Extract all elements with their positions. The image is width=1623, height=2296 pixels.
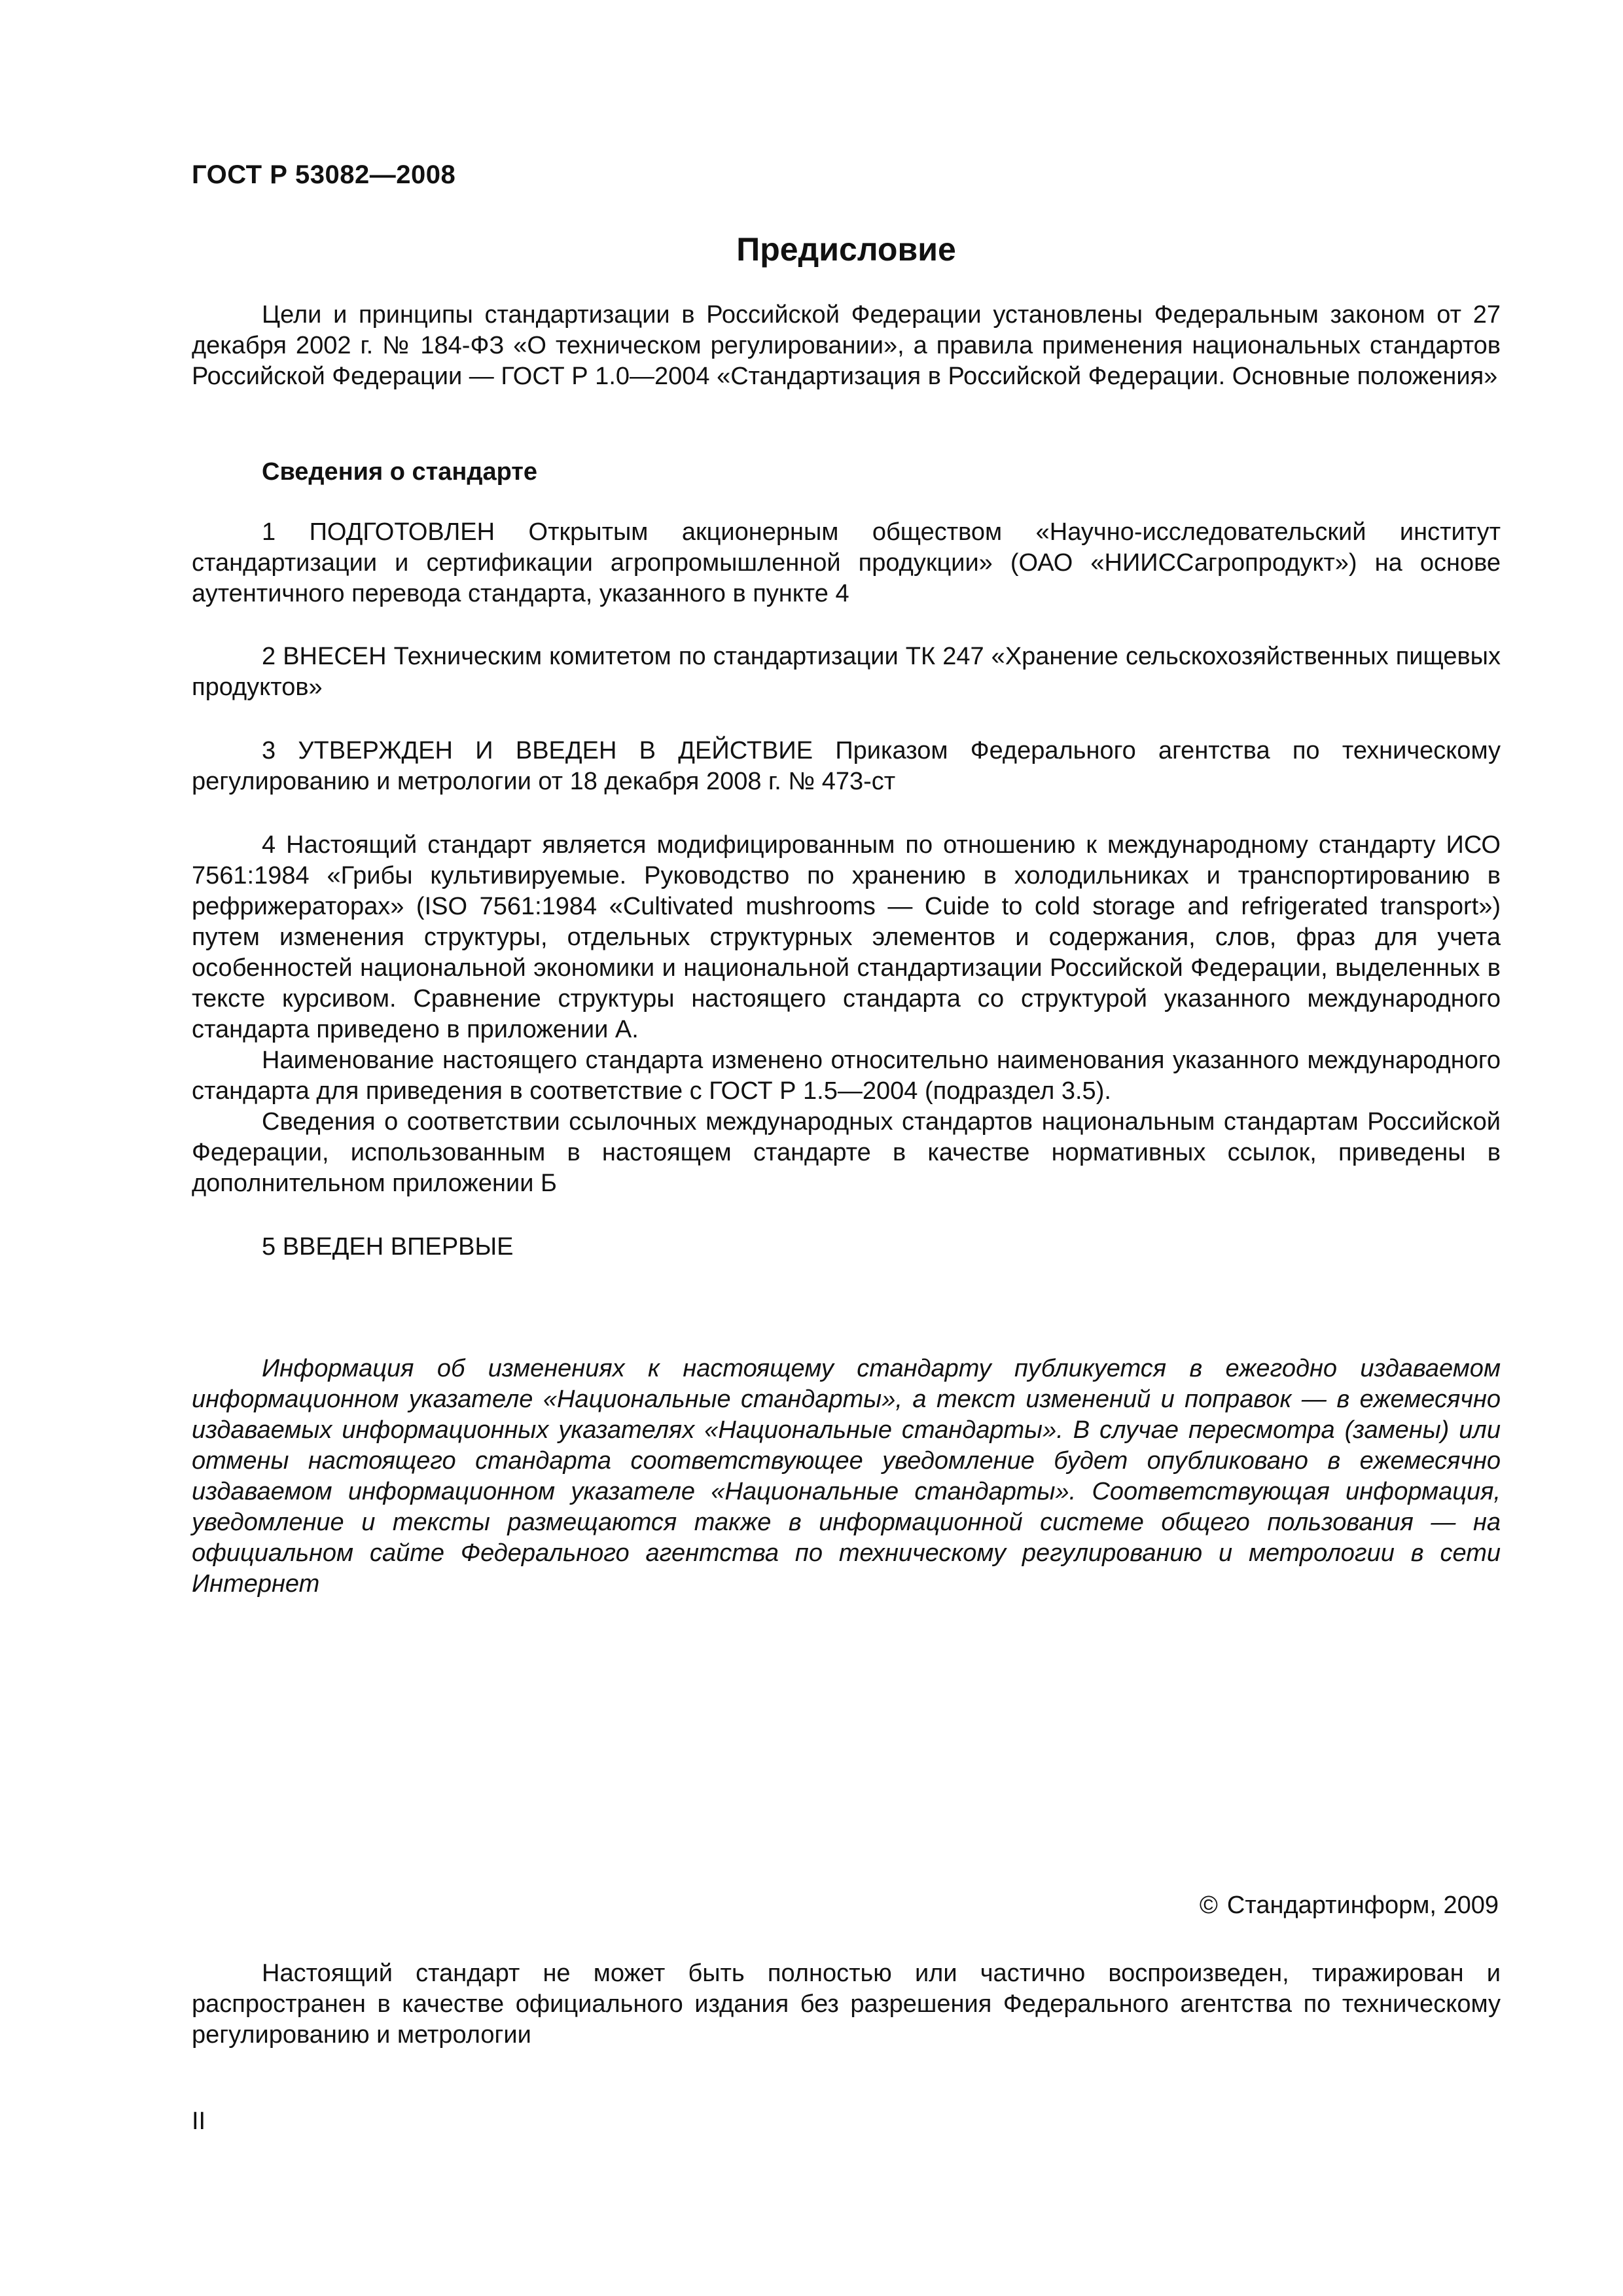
item-5-block (192, 1232, 1501, 1263)
item-4-paragraph-2: Наименование настоящего стандарта изменено относительно наименования указанного международного стандарта для приведения в соответствие с ГОСТ Р 1.5—2004 (подраздел 3.5). (192, 1047, 1501, 1105)
item-2-block (192, 641, 1501, 703)
item-1: 1 ПОДГОТОВЛЕН Открытым акционерным обществом «Научно-исследовательский институт стандартизации и сертификации агропромышленной продукции» (ОАО «НИИССагропродукт») на основе аутентичного перевода стандарта, указанного в пункте 4 (192, 518, 1501, 607)
page-title: Предисловие (736, 231, 956, 268)
copyright-symbol: © (1199, 1892, 1218, 1919)
copyright-line (1200, 1892, 1499, 1920)
item-3-block (192, 736, 1501, 797)
copyright-text: Стандартинформ, 2009 (1226, 1892, 1499, 1919)
item-4-paragraph-3: Сведения о соответствии ссылочных международных стандартов национальным стандартам Российской Федерации, использованным в настоящем стандарте в качестве нормативных ссылок, приведены в дополнительном приложении Б (192, 1108, 1501, 1197)
item-3: 3 УТВЕРЖДЕН И ВВЕДЕН В ДЕЙСТВИЕ Приказом Федерального агентства по техническому регулированию и метрологии от 18 декабря 2008 г. № 473-ст (192, 737, 1501, 795)
item-4-paragraph-1: 4 Настоящий стандарт является модифицированным по отношению к международному стандарту ИСО 7561:1984 «Грибы культивируемые. Руководство по хранению в холодильниках и транспортированию в рефрижераторах» (ISO 7561:1984 «Cultivated mushrooms — Cuide to cold storage and refrigerated transport») путем изменения структуры, отдельных структурных элементов и содержания, слов, фраз для учета особенностей национальной экономики и национальной стандартизации Российской Федерации, выделенных в тексте курсивом. Сравнение структуры настоящего стандарта со структурой указанного международного стандарта приведено в приложении А. (192, 831, 1501, 1043)
intro-paragraph: Цели и принципы стандартизации в Российской Федерации установлены Федеральным законом от 27 декабря 2002 г. № 184-ФЗ «О техническом регулировании», а правила применения национальных стандартов Российской Федерации — ГОСТ Р 1.0—2004 «Стандартизация в Российской Федерации. Основные положения» (192, 301, 1501, 390)
item-2: 2 ВНЕСЕН Техническим комитетом по стандартизации ТК 247 «Хранение сельскохозяйственных пищевых продуктов» (192, 643, 1501, 701)
page-number: II (192, 2108, 206, 2135)
info-notice: Информация об изменениях к настоящему стандарту публикуется в ежегодно издаваемом информационном указателе «Национальные стандарты», а текст изменений и поправок — в ежемесячно издаваемых информационных указателях «Национальные стандарты». В случае пересмотра (замены) или отмены настоящего стандарта соответствующее уведомление будет опубликовано в ежемесячно издаваемом информационном указателе «Национальные стандарты». Соответствующая информация, уведомление и тексты размещаются также в информационной системе общего пользования — на официальном сайте Федерального агентства по техническому регулированию и метрологии в сети Интернет (192, 1355, 1501, 1598)
item-5: 5 ВВЕДЕН ВПЕРВЫЕ (262, 1233, 514, 1261)
reproduction-notice: Настоящий стандарт не может быть полностью или частично воспроизведен, тиражирован и распространен в качестве официального издания без разрешения Федерального агентства по техническому регулированию и метрологии (192, 1960, 1501, 2049)
item-4-block (192, 830, 1501, 1199)
section-heading: Сведения о стандарте (262, 458, 538, 486)
item-1-block (192, 517, 1501, 609)
standard-number: ГОСТ Р 53082—2008 (192, 160, 456, 189)
intro-section (192, 300, 1501, 392)
